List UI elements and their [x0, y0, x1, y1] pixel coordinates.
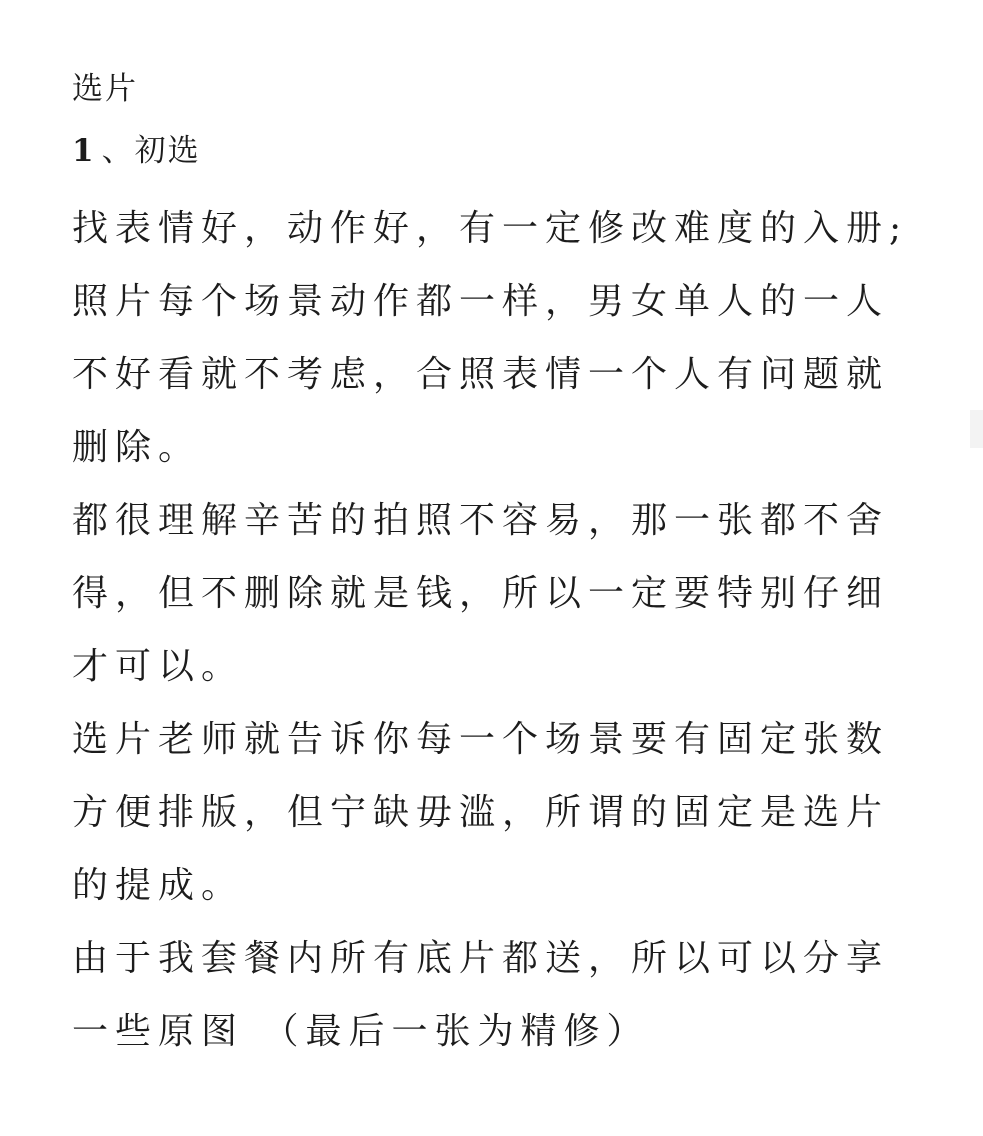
section-title: 初选 — [134, 133, 201, 169]
section-heading — [72, 132, 922, 170]
section-number: 1 — [72, 133, 96, 169]
paragraph-advice: 选片老师就告诉你每一个场景要有固定张数方便排版，但宁缺毋滥，所谓的固定是选片的提成。 — [72, 719, 890, 906]
paragraph-careful: 都很理解辛苦的拍照不容易，那一张都不舍得，但不删除就是钱，所以一定要特别仔细才可以。 — [72, 500, 890, 687]
edge-mark — [970, 410, 983, 448]
section-separator: 、 — [101, 133, 135, 169]
paragraph-share: 由于我套餐内所有底片都送，所以可以分享一些原图 （最后一张为精修） — [72, 938, 890, 1052]
page-title: 选片 — [72, 71, 138, 107]
document-body — [72, 70, 922, 1068]
paragraph-criteria: 找表情好，动作好，有一定修改难度的入册;照片每个场景动作都一样，男女单人的一人不好看就不考虑，合照表情一个人有问题就删除。 — [72, 208, 909, 468]
